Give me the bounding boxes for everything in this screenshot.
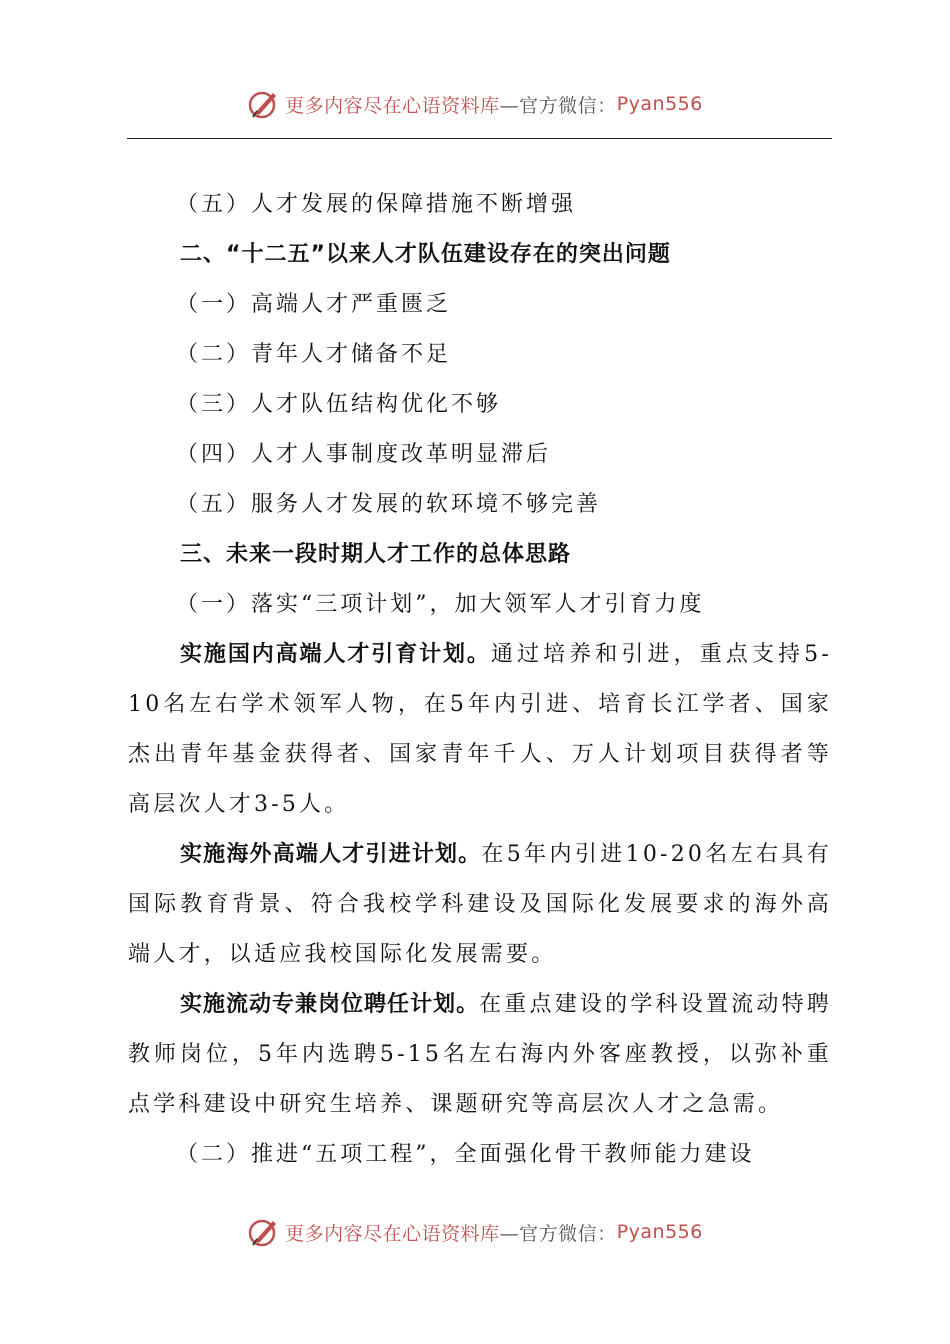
- header-divider: [127, 138, 832, 139]
- watermark-official-label: —官方微信：: [499, 94, 617, 117]
- footer-watermark: [0, 1212, 950, 1252]
- watermark-brand-text: 更多内容尽在心语资料库: [285, 94, 500, 117]
- paragraph-lead: 实施国内高端人才引育计划。: [180, 642, 491, 667]
- paragraph-text: 在5年内引进10-20名左右具有国际教育背景、符合我校学科建设及国际化发展要求的海外高端人才，以适应我校国际化发展需要。: [128, 842, 832, 967]
- watermark-official-label: —官方微信：: [499, 1222, 617, 1245]
- list-item: （二）推进“五项工程”，全面强化骨干教师能力建设: [176, 1142, 755, 1167]
- list-item: （三）人才队伍结构优化不够: [176, 392, 502, 417]
- paragraph-domestic-talent: [128, 630, 832, 830]
- paragraph-text: 在重点建设的学科设置流动特聘教师岗位，5年内选聘5-15名左右海内外客座教授，以弥补重点学科建设中研究生培养、课题研究等高层次人才之急需。: [128, 992, 832, 1117]
- section-heading: 三、未来一段时期人才工作的总体思路: [180, 542, 572, 567]
- quill-pen-logo-icon: [247, 87, 281, 121]
- paragraph-visiting-posts: [128, 980, 832, 1130]
- watermark-wechat-id: Pyan556: [616, 1221, 703, 1243]
- quill-pen-logo-icon: [247, 1215, 281, 1249]
- header-watermark: [0, 84, 950, 124]
- document-body: [128, 180, 832, 1180]
- section-heading: 二、“十二五”以来人才队伍建设存在的突出问题: [180, 242, 671, 267]
- watermark-brand-text: 更多内容尽在心语资料库: [285, 1222, 500, 1245]
- list-item: （五）服务人才发展的软环境不够完善: [176, 492, 602, 517]
- paragraph-overseas-talent: [128, 830, 832, 980]
- paragraph-lead: 实施海外高端人才引进计划。: [180, 842, 482, 867]
- list-item: （五）人才发展的保障措施不断增强: [176, 192, 577, 217]
- list-item: （一）高端人才严重匮乏: [176, 292, 452, 317]
- paragraph-text: 通过培养和引进，重点支持5-10名左右学术领军人物，在5年内引进、培育长江学者、国家杰出青年基金获得者、国家青年千人、万人计划项目获得者等高层次人才3-5人。: [128, 642, 832, 817]
- list-item: （四）人才人事制度改革明显滞后: [176, 442, 552, 467]
- list-item: （二）青年人才储备不足: [176, 342, 452, 367]
- list-item: （一）落实“三项计划”，加大领军人才引育力度: [176, 592, 705, 617]
- watermark-wechat-id: Pyan556: [616, 93, 703, 115]
- paragraph-lead: 实施流动专兼岗位聘任计划。: [180, 992, 480, 1017]
